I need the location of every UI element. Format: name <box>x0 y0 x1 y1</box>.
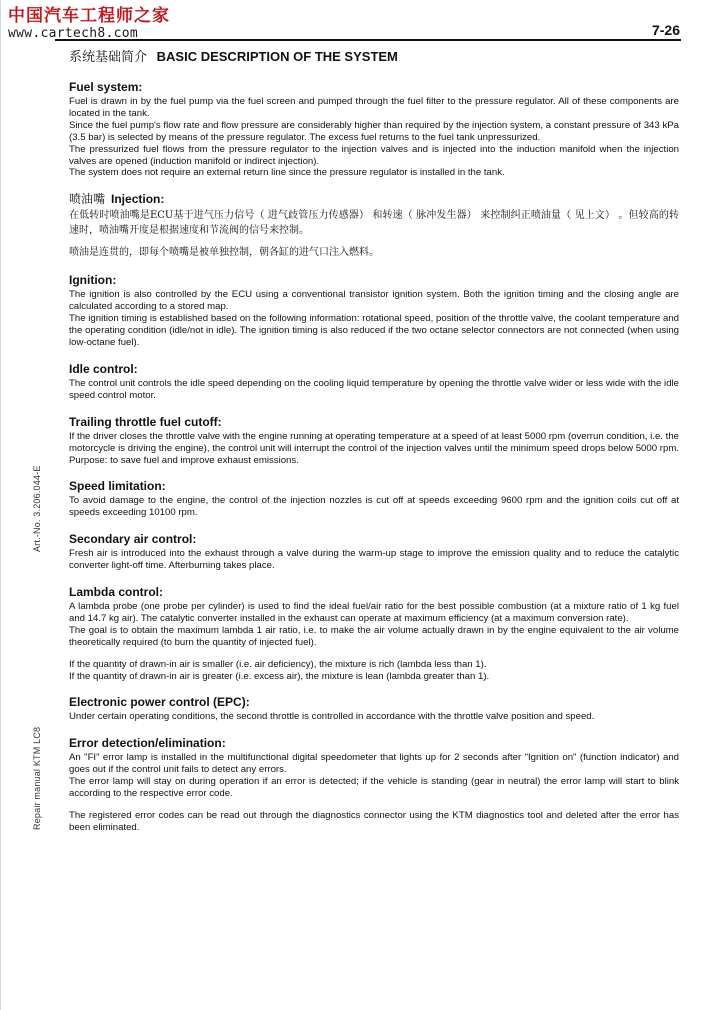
page-edge-line <box>0 0 1 1010</box>
section-heading-cn: 喷油嘴 <box>69 192 106 207</box>
page-title-en: BASIC DESCRIPTION OF THE SYSTEM <box>156 49 398 64</box>
page-title-cn: 系统基础简介 <box>69 49 148 64</box>
watermark <box>8 6 170 42</box>
paragraph: An "FI" error lamp is installed in the multifunctional digital speedometer that lights up for 2 seconds after "Ignition on" (function indicator) and goes out if the control unit fails to detect any errors. <box>69 752 679 776</box>
paragraph: The registered error codes can be read out through the diagnostics connector using the KTM diagnostics tool and deleted after the error has been eliminated. <box>69 810 679 833</box>
main-content <box>69 79 679 846</box>
side-label-manual: Repair manual KTM LC8 <box>32 726 42 830</box>
paragraph: The error lamp will stay on during operation if an error is detected; if the vehicle is standing (gear in neutral) the error lamp will start to blink according to the respective error code. <box>69 776 679 800</box>
section-trailing-throttle <box>69 414 679 467</box>
paragraph: A lambda probe (one probe per cylinder) is used to find the ideal fuel/air ratio for the best possible combustion (at a mixture ratio of 1 kg fuel and 14.7 kg air). The catalytic converter installed in the exhaust can operate at maximum efficiency (at a maximum conversion rate). <box>69 601 679 624</box>
header-rule <box>55 39 681 41</box>
section-heading: Idle control: <box>69 361 138 376</box>
paragraph: To avoid damage to the engine, the control of the injection nozzles is cut off at speeds exceeding 9600 rpm and the ignition coils cut off at speeds exceeding 10100 rpm. <box>69 495 679 519</box>
paragraph: The goal is to obtain the maximum lambda 1 air ratio, i.e. to make the air volume actually drawn in by the engine equivalent to the air volume theoretically required (to burn the quantity of injected fuel). <box>69 624 679 648</box>
section-ignition <box>69 272 679 349</box>
watermark-cn: 中国汽车工程师之家 <box>8 6 170 26</box>
section-speed-limitation <box>69 478 679 519</box>
paragraph: Fuel is drawn in by the fuel pump via the fuel screen and pumped through the fuel filter to the pressure regulator. All of these components are located in the tank. <box>69 96 679 119</box>
section-heading: Fuel system: <box>69 80 143 94</box>
section-error-detection <box>69 735 679 833</box>
paragraph: The control unit controls the idle speed depending on the cooling liquid temperature by opening the throttle valve wider or less wide with the idle speed control motor. <box>69 377 679 401</box>
paragraph: Under certain operating conditions, the second throttle is controlled in accordance with the throttle valve position and speed. <box>69 711 595 723</box>
paragraph-cn: 在低转时喷油嘴是ECU基于进气压力信号（ 进气歧管压力传感器） 和转速（ 脉冲发生器） 来控制纠正喷油量（ 见上文） 。但较高的转速时，喷油嘴开度是根据速度和节流阀的信号来控制。 <box>69 210 679 237</box>
page-number: 7-26 <box>651 22 680 38</box>
section-fuel-system <box>69 79 679 179</box>
section-heading: Ignition: <box>69 273 117 288</box>
section-heading: Speed limitation: <box>69 479 166 494</box>
section-heading: Electronic power control (EPC): <box>69 695 250 710</box>
section-heading: Secondary air control: <box>69 532 197 547</box>
section-heading-en: Injection: <box>111 192 165 207</box>
watermark-url: www.cartech8.com <box>8 26 139 41</box>
side-label-doc-no: Art.-No. 3.206.044-E <box>32 465 42 552</box>
paragraph: If the quantity of drawn-in air is greater (i.e. excess air), the mixture is lean (lambda greater than 1). <box>69 670 490 682</box>
page-title <box>69 46 398 65</box>
paragraph: The system does not require an external return line since the pressure regulator is installed in the tank. <box>69 167 505 179</box>
section-lambda-control <box>69 584 679 682</box>
section-secondary-air <box>69 531 679 572</box>
section-heading <box>69 191 679 207</box>
paragraph: The ignition timing is established based on the following information: rotational speed, position of the throttle valve, the coolant temperature and the operating condition (idle/not in idle). The ignition timing is also reduced if the two octane selector connectors are not connected (when using low-octane fuel). <box>69 313 679 348</box>
section-heading: Error detection/elimination: <box>69 736 226 751</box>
section-heading: Lambda control: <box>69 585 164 600</box>
paragraph: If the driver closes the throttle valve with the engine running at operating temperature at a speed of at least 5000 rpm (overrun condition, i.e. the motorcycle is driving the engine), the control unit will interrupt the control of the injection valves until the minimum speed drops below 5000 rpm. Purpose: to save fuel and improve exhaust emissions. <box>69 430 679 466</box>
section-injection <box>69 191 679 260</box>
paragraph: Since the fuel pump's flow rate and flow pressure are considerably higher than required by the injection system, a constant pressure of 343 kPa (3.5 bar) is selected by means of the pressure regulator. The excess fuel returns to the fuel tank unpressurized. <box>69 119 679 143</box>
paragraph-cn: 喷油是连贯的，即每个喷嘴是被单独控制，朝各缸的进气口注入燃料。 <box>69 247 379 259</box>
section-heading: Trailing throttle fuel cutoff: <box>69 414 222 429</box>
paragraph: The pressurized fuel flows from the pressure regulator to the injection valves and is injected into the induction manifold when the injection valves are opened (induction manifold or indirect injection). <box>69 143 679 167</box>
paragraph: Fresh air is introduced into the exhaust through a valve during the warm-up stage to improve the emission quality and to reduce the catalytic converter light-off time. Afterburning takes place. <box>69 548 679 572</box>
section-idle-control <box>69 361 679 402</box>
section-epc <box>69 694 679 723</box>
paragraph: If the quantity of drawn-in air is smaller (i.e. air deficiency), the mixture is rich (lambda less than 1). <box>69 658 487 670</box>
paragraph: The ignition is also controlled by the ECU using a conventional transistor ignition system. Both the ignition timing and the closing angle are calculated according to a stored map. <box>69 289 679 313</box>
